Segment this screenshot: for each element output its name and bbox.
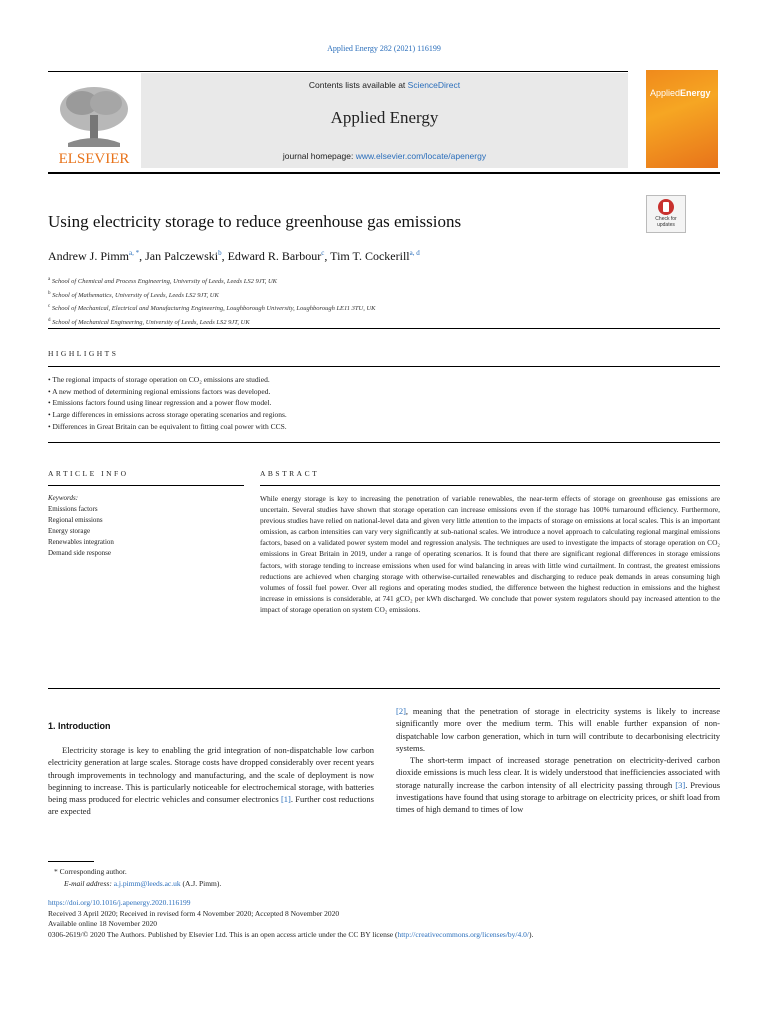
affiliation	[48, 315, 376, 329]
paragraph-text: . Further cost reductions are expected	[48, 794, 374, 817]
header-bottom-rule	[48, 172, 720, 174]
affil-marker: c	[48, 304, 51, 310]
keywords-label: Keywords:	[48, 494, 79, 502]
email-label: E-mail address:	[64, 879, 114, 888]
corresponding-author-note: * Corresponding author.	[54, 867, 127, 876]
abstract-text: While energy storage is key to increasing the penetration of variable renewables, the near-term effects of storage on greenhouse gas emissions are uncertain. Several studies have shown that storage operation can increase emissions even if the storage has 100% turnaround efficiency. Furthermore, previous studies have relied on national-level data and given very little attention to the impacts of storage on emissions at local scales. This is an important omission, as carbon intensities can vary very significantly at sub-national scales. We introduce a novel approach to calculating regional marginal emissions factors, based on a validated power system model and regression analysis. The techniques are used to investigate the impacts of storage operation on CO₂ emissions in Great Britain in 2019, under a range of operating scenarios. It is found that there are significant regional differences in storage emissions factors, with storage tending to increase emissions when used for wind balancing in areas with little wind curtailment. In contrast, the greatest emissions reductions are achieved when charging storage with otherwise-curtailed renewables and discharging to reduce peak demands in areas consuming high volumes of fossil fuel power. Over all regions and operating modes studied, the difference between the highest reduction in emissions and the highest increase in emissions is considerable, at 741 gCO₂ per kWh discharged. We conclude that power system regulators should pay increased attention to the impact of storage operation on system CO₂ emissions.	[260, 494, 720, 614]
highlight-item: • The regional impacts of storage operation on CO₂ emissions are studied.	[48, 375, 270, 384]
author-list: Andrew J. Pimm$^{a, *}$, Jan Palczewski$^b$, Edward R. Barbour$^c$, Tim T. Cockerill$^{a, d}$	[48, 249, 420, 263]
journal-title: Applied Energy	[330, 108, 439, 127]
paragraph-text: , meaning that the penetration of storage in electricity systems is likely to increase significantly more over the medium term. This will enable further expansion of non-dispatchable low carbon generation, which in turn will contribute to decarbonising electricity systems.	[396, 706, 720, 753]
affiliation	[48, 288, 376, 302]
paragraph	[396, 705, 720, 754]
author-affil-link[interactable]: a, d	[409, 249, 420, 257]
citation-link[interactable]: [2]	[396, 706, 406, 716]
affiliations	[48, 274, 376, 329]
doi-link[interactable]: https://doi.org/10.1016/j.apenergy.2020.116199	[48, 898, 191, 907]
intro-right-column	[396, 705, 720, 816]
footnote-divider	[48, 861, 94, 862]
article-footer	[48, 898, 533, 940]
email-link[interactable]: a.j.pimm@leeds.ac.uk	[113, 879, 181, 888]
divider	[48, 328, 720, 329]
sciencedirect-link[interactable]: ScienceDirect	[407, 80, 461, 90]
homepage-prefix: journal homepage:	[282, 151, 356, 161]
affiliation	[48, 274, 376, 288]
author-affil-link[interactable]: a, *	[129, 249, 140, 257]
affiliation	[48, 301, 376, 315]
divider	[48, 442, 720, 443]
publisher-wordmark: ELSEVIER	[58, 151, 130, 167]
keyword[interactable]: Energy storage	[48, 527, 91, 535]
cover-title-b: Energy	[680, 88, 711, 98]
keyword[interactable]: Regional emissions	[48, 516, 103, 524]
paragraph-text: The short-term impact of increased storage penetration on electricity-derived carbon dioxide emissions is much less clear. It is widely understood that inefficiencies associated with storage naturally increase the carbon intensity of all electricity passing through	[396, 755, 720, 790]
abstract-heading: ABSTRACT	[260, 469, 320, 478]
cover-title	[650, 88, 711, 98]
affil-text: School of Mechanical Engineering, University of Leeds, Leeds LS2 9JT, UK	[52, 319, 250, 327]
highlights-heading: HIGHLIGHTS	[48, 349, 119, 358]
license-link[interactable]: http://creativecommons.org/licenses/by/4.0/	[397, 929, 529, 939]
elsevier-logo	[48, 73, 141, 168]
affil-text: School of Chemical and Process Engineering, University of Leeds, Leeds LS2 9JT, UK	[51, 278, 277, 286]
article-title: Using electricity storage to reduce greenhouse gas emissions	[48, 212, 462, 231]
keyword[interactable]: Demand side response	[48, 549, 111, 557]
highlights-list	[48, 374, 287, 433]
keyword[interactable]: Emissions factors	[48, 505, 98, 513]
divider	[260, 485, 720, 486]
author-name: Andrew J. Pimm	[48, 249, 129, 263]
elsevier-tree-icon	[48, 73, 141, 168]
license-line	[48, 930, 533, 941]
contents-prefix: Contents lists available at	[308, 80, 408, 90]
author-name: Jan Palczewski	[145, 249, 219, 263]
journal-homepage-line	[141, 151, 628, 161]
highlight-item: • Large differences in emissions across storage operating scenarios and regions.	[48, 410, 287, 420]
received-dates: Received 3 April 2020; Received in revised form 4 November 2020; Accepted 8 November 2020	[48, 908, 340, 918]
affil-text: School of Mathematics, University of Leeds, Leeds LS2 9JT, UK	[52, 291, 219, 299]
section-heading-introduction: 1. Introduction	[48, 721, 111, 731]
email-suffix: (A.J. Pimm).	[180, 879, 222, 888]
divider	[48, 366, 720, 367]
highlight-item: • Differences in Great Britain can be equivalent to fitting coal power with CCS.	[48, 421, 287, 431]
citation-link[interactable]: [3]	[675, 779, 686, 790]
license-text: 0306-2619/© 2020 The Authors. Published by Elsevier Ltd. This is an open access article under the CC BY license (	[48, 929, 398, 939]
bookmark-icon	[658, 199, 674, 215]
affil-text: School of Mechanical, Electrical and Manufacturing Engineering, Loughborough University, Loughborough LE11 3TU, UK	[51, 305, 376, 313]
highlight-item: • Emissions factors found using linear regression and a power flow model.	[48, 398, 272, 408]
journal-cover-image	[646, 70, 718, 168]
cover-title-a: Applied	[650, 88, 681, 98]
highlight-item: • A new method of determining regional emissions factors was developed.	[48, 386, 271, 396]
intro-left-column	[48, 744, 374, 818]
affil-marker: b	[48, 290, 51, 296]
paragraph	[48, 744, 374, 818]
email-line	[48, 878, 221, 890]
divider	[48, 688, 720, 689]
footnote	[48, 866, 221, 890]
author-affil-link[interactable]: c	[321, 249, 325, 257]
check-for-updates-button[interactable]	[646, 195, 686, 233]
check-updates-label: Check for updates	[655, 216, 677, 228]
affil-marker: d	[48, 317, 51, 323]
keywords-block	[48, 493, 114, 559]
license-text-end: ).	[528, 929, 534, 939]
paragraph-text: Electricity storage is key to enabling the grid integration of non-dispatchable low carbon electricity generation at large scales. Storage costs have dropped considerably over recent years through improvements in technology and manufacturing, and the scale of deployment is now beginning to increase. This is particularly noticeable for electrochemical storage, with batteries being mass produced for electric vehicles and consumer electronics	[48, 745, 374, 805]
header-top-rule	[48, 71, 628, 72]
paragraph-text: . Previous investigations have found that using storage to arbitrage on electricity prices, or shift load from times of high demand to times of low	[396, 779, 721, 815]
journal-reference[interactable]: Applied Energy 282 (2021) 116199	[327, 44, 441, 53]
author-affil-link[interactable]: b	[218, 249, 222, 257]
contents-line	[141, 80, 628, 90]
divider	[48, 485, 244, 486]
citation-link[interactable]: [1]	[280, 794, 291, 805]
author-name: Edward R. Barbour	[227, 249, 322, 263]
author-name: Tim T. Cockerill	[330, 249, 410, 263]
paragraph	[396, 754, 720, 815]
homepage-link[interactable]: www.elsevier.com/locate/apenergy	[355, 151, 487, 161]
available-online: Available online 18 November 2020	[48, 919, 157, 928]
affil-marker: a	[48, 277, 51, 282]
keyword[interactable]: Renewables integration	[48, 538, 114, 546]
article-info-heading: ARTICLE INFO	[48, 469, 129, 478]
